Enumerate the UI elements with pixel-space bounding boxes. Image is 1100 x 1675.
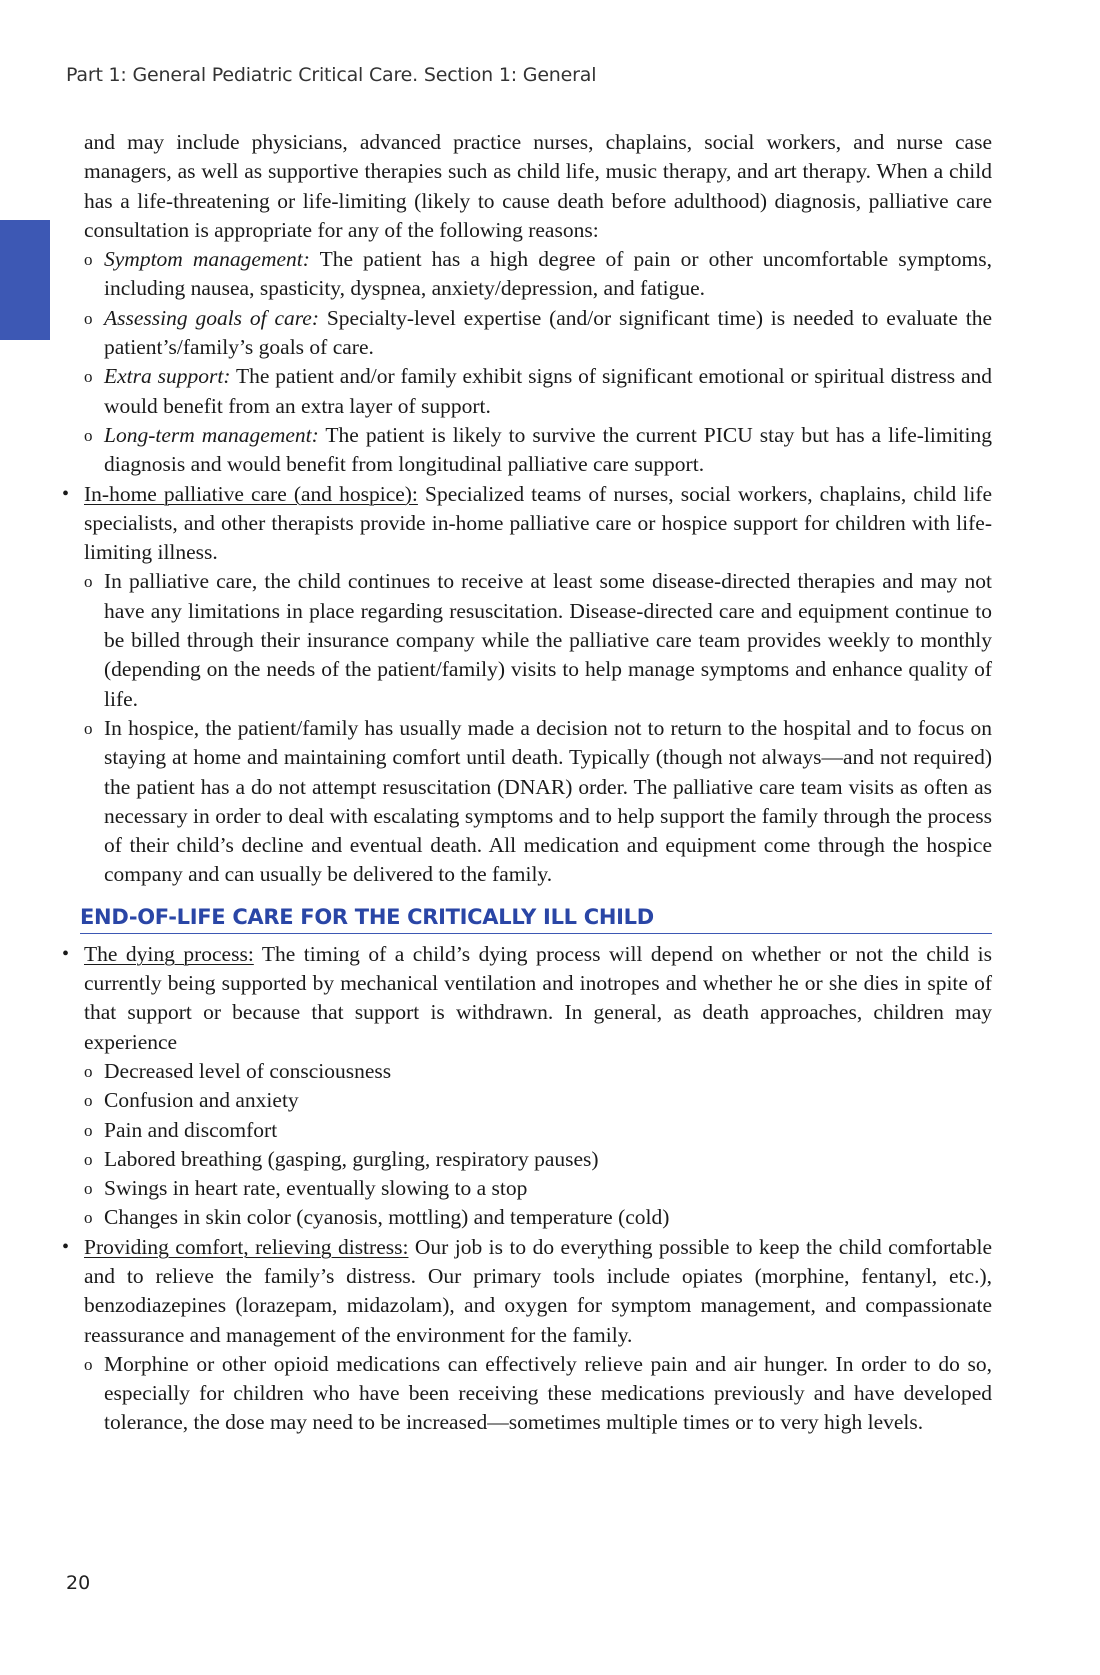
dying-process-text: The timing of a child’s dying process will depend on whether or not the child is currently being supported by mechanical ventilation and inotropes and whether he or she dies in spite of that support or because that support is withdrawn. In general, as death approaches, children may experience [84, 941, 992, 1054]
reason-term: Symptom management: [104, 247, 310, 272]
in-home-list [62, 480, 992, 890]
bullet-icon: • [62, 942, 70, 965]
end-of-life-list [62, 940, 992, 1438]
subitem-text: Confusion and anxiety [104, 1088, 299, 1113]
sub-bullet-icon: o [84, 718, 93, 738]
reason-text: The patient and/or family exhibit signs of significant emotional or spiritual distress and would benefit from an extra layer of support. [104, 364, 992, 418]
comfort-text: Our job is to do everything possible to keep the child comfortable and to relieve the family’s distress. Our primary tools include opiates (morphine, fentanyl, etc.), benzodiazepines (lorazepam, midazolam), and oxygen for symptom management, and compassionate reassurance and management of the environment for the family. [84, 1234, 992, 1347]
sub-bullet-icon: o [84, 1091, 93, 1111]
sub-bullet-icon: o [84, 1208, 93, 1228]
running-head: Part 1: General Pediatric Critical Care. Section 1: General [66, 64, 597, 86]
reason-term: Assessing goals of care: [104, 305, 320, 330]
list-item [84, 245, 992, 304]
subitem-text: Decreased level of consciousness [104, 1058, 392, 1083]
list-item [84, 567, 992, 713]
list-item [62, 940, 992, 1233]
sub-bullet-icon: o [84, 367, 93, 387]
reason-text: The patient is likely to survive the current PICU stay but has a life-limiting diagnosis and would benefit from longitudinal palliative care support. [104, 422, 992, 477]
list-item [84, 362, 992, 421]
bullet-icon: • [62, 482, 70, 505]
dying-process-subitems [84, 1057, 992, 1233]
reason-text: The patient has a high degree of pain or other uncomfortable symptoms, including nausea, spasticity, dyspnea, anxiety/depression, and fatigue. [104, 247, 992, 301]
reason-text: Specialty-level expertise (and/or significant time) is needed to evaluate the patient’s/family’s goals of care. [104, 305, 992, 360]
in-home-subitems [84, 567, 992, 889]
intro-paragraph: and may include physicians, advanced practice nurses, chaplains, social workers, and nurse case managers, as well as supportive therapies such as child life, music therapy, and art therapy. When a child has a life-threatening or life-limiting (likely to cause death before adulthood) diagnosis, palliative care consultation is appropriate for any of the following reasons: [84, 130, 992, 242]
bullet-icon: • [62, 1235, 70, 1258]
list-item [84, 1116, 992, 1145]
list-item [84, 1203, 992, 1232]
list-item [84, 1086, 992, 1115]
list-item [62, 1233, 992, 1438]
sub-bullet-icon: o [84, 1061, 93, 1081]
sub-bullet-icon: o [84, 1149, 93, 1169]
list-item [84, 1350, 992, 1438]
subitem-text: In hospice, the patient/family has usually made a decision not to return to the hospital and to focus on staying at home and maintaining comfort until death. Typically (though not always—and not required) the patient has a do not attempt resuscitation (DNAR) order. The palliative care team visits as often as necessary in order to deal with escalating symptoms and to help support the family through the process of their child’s decline and eventual death. All medication and equipment come through the hospice company and can usually be delivered to the family. [104, 715, 992, 887]
sub-bullet-icon: o [84, 250, 93, 270]
consultation-reasons-list [84, 245, 992, 479]
list-item [84, 714, 992, 890]
sub-bullet-icon: o [84, 308, 93, 328]
page-content [62, 128, 992, 1438]
sub-bullet-icon: o [84, 1120, 93, 1140]
list-item [84, 1145, 992, 1174]
reason-term: Long-term management: [104, 422, 319, 447]
sub-bullet-icon: o [84, 1354, 93, 1374]
section-tab-marker [0, 220, 50, 340]
subitem-text: Labored breathing (gasping, gurgling, respiratory pauses) [104, 1146, 599, 1171]
reason-term: Extra support: [104, 364, 231, 389]
sub-bullet-icon: o [84, 425, 93, 445]
subitem-text: Morphine or other opioid medications can effectively relieve pain and air hunger. In order to do so, especially for children who have been receiving these medications previously and have developed tolerance, the dose may need to be increased—sometimes multiple times or to very high levels. [104, 1351, 992, 1435]
list-item [84, 304, 992, 363]
dying-process-term: The dying process: [84, 941, 254, 966]
comfort-subitems [84, 1350, 992, 1438]
section-heading: END-OF-LIFE CARE FOR THE CRITICALLY ILL CHILD [80, 902, 992, 934]
subitem-text: Changes in skin color (cyanosis, mottling) and temperature (cold) [104, 1205, 670, 1230]
subitem-text: Pain and discomfort [104, 1117, 278, 1142]
subitem-text: In palliative care, the child continues to receive at least some disease-directed therapies and may not have any limitations in place regarding resuscitation. Disease-directed care and equipment continue to be billed through their insurance company while the palliative care team provides weekly to monthly (depending on the needs of the patient/family) visits to help manage symptoms and enhance quality of life. [104, 569, 992, 711]
subitem-text: Swings in heart rate, eventually slowing to a stop [104, 1176, 528, 1201]
sub-bullet-icon: o [84, 572, 93, 592]
page-number: 20 [66, 1572, 91, 1594]
in-home-text: Specialized teams of nurses, social workers, chaplains, child life specialists, and other therapists provide in-home palliative care or hospice support for children with life-limiting illness. [84, 481, 992, 565]
sub-bullet-icon: o [84, 1179, 93, 1199]
comfort-term: Providing comfort, relieving distress: [84, 1234, 409, 1259]
in-home-term: In-home palliative care (and hospice): [84, 481, 418, 506]
list-item [62, 480, 992, 890]
list-item [84, 421, 992, 480]
list-item [84, 1174, 992, 1203]
list-item [84, 1057, 992, 1086]
